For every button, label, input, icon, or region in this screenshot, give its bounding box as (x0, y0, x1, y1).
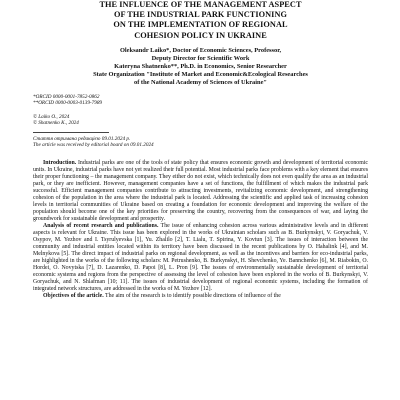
intro-text: Industrial parks are one of the tools of state policy that ensures economic growth and development of territorial economic units. In Ukraine, industrial parks have not yet realized their full potential. Most industrial parks face problems with a key element that ensures their proper functioning – the management company. They either do not exist, which technically does not even qualify the area as an industrial park, or they are inefficient. However, management companies have a set of functions, the fulfillment of which makes the industrial park successful. Efficient management companies contribute to attracting investments, revitalizing economic development, and strengthening cohesion of the population in the area where the industrial park is located. Addressing the scientific and applied task of increasing cohesion levels in territorial communities of Ukraine based on creating a foundation for economic development and improving the welfare of the population should become one of the key priorities for preserving the country, recovering from the consequences of war, and laying the groundwork for sustainable development and prosperity. (33, 159, 368, 222)
author-2: Kateryna Shatnenko**, Ph.D. in Economics, Senior Researcher (114, 63, 287, 70)
analysis-heading: Analysis of recent research and publications. (43, 222, 159, 229)
received-note (33, 136, 368, 148)
received-en: The article was received by editorial board on 09.01.2024 (33, 142, 154, 149)
orcid-1: *ORCID 0000-0001-7852-0862 (33, 94, 100, 101)
institution-line: of the National Academy of Sciences of Ukraine" (134, 79, 267, 87)
author-1-role: Deputy Director for Scientific Work (151, 54, 250, 62)
institution-line: State Organization "Institute of Market and Economic&Ecological Researches (93, 71, 308, 79)
objectives-paragraph (33, 293, 368, 300)
article-title (33, 0, 368, 41)
objectives-text: The aim of the research is to identify possible directions of influence of the (103, 293, 281, 300)
received-uk: Стаття отримана редакцією 09.01.2024 р. (33, 136, 131, 143)
article-body (33, 160, 368, 301)
divider (33, 132, 109, 133)
copyright-2: © Shatnenko K., 2024 (33, 119, 79, 126)
analysis-text: The issue of enhancing cohesion across various administrative levels and in different aspects is relevant for Ukraine. This issue has been explored in the works of Ukrainian scholars such as B. Burkynskyi, V. Goryachuk, V. Osypov, M. Yezhov and I. Tsyrulyevska [1], Yu. Zhalilo [2], T. Lialu, T. Spirina, Y. Kovtun [3]. The issues of interaction between the community and industrial entities located within its territory have been discussed in the recent publications by O. Hahalink [4], and M. Melnykova [5]. The direct impact of industrial parks on regional development, as well as the incentives and barriers for eco-industrial parks, are highlighted in the works of the following scholars: M. Petrushenko, B. Burkynskyi, H. Shevchenko, Ye. Bannchenko [6], M. Riabokin, O. Hordei, O. Novytska [7], D. Lazarenko, D. Papoi [8], L. Pron [9]. The issues of environmentally sustainable development of territorial economic systems and regions from the perspective of assessing the level of cohesion have been explored in the works of B. Burkynskyi, V. Goryachuk, and N. Shlafman [10; 11]. The issues of industrial development of regional economic systems, including the formation of integrated network structures, are addressed in the works of M. Yezhov [12]. (33, 222, 368, 293)
orcid-block (33, 94, 368, 106)
intro-paragraph (33, 160, 368, 223)
copyright-block (33, 114, 368, 126)
copyright-1: © Laiko O., 2024 (33, 113, 70, 120)
orcid-2: **ORCID 0000-0003-0139-7989 (33, 100, 103, 107)
author-1: Oleksandr Laiko*, Doctor of Economic Sciences, Professor, (119, 46, 282, 54)
objectives-heading: Objectives of the article. (43, 293, 104, 300)
author-block (33, 47, 368, 87)
intro-heading: Introduction. (43, 159, 77, 166)
analysis-paragraph (33, 223, 368, 293)
title-line: OF THE INDUSTRIAL PARK FUNCTIONING (113, 10, 288, 20)
title-line: COHESION POLICY IN UKRAINE (134, 30, 267, 40)
title-line: ON THE IMPLEMENTATION OF REGIONAL (113, 20, 288, 30)
title-line: THE INFLUENCE OF THE MANAGEMENT ASPECT (99, 0, 302, 9)
